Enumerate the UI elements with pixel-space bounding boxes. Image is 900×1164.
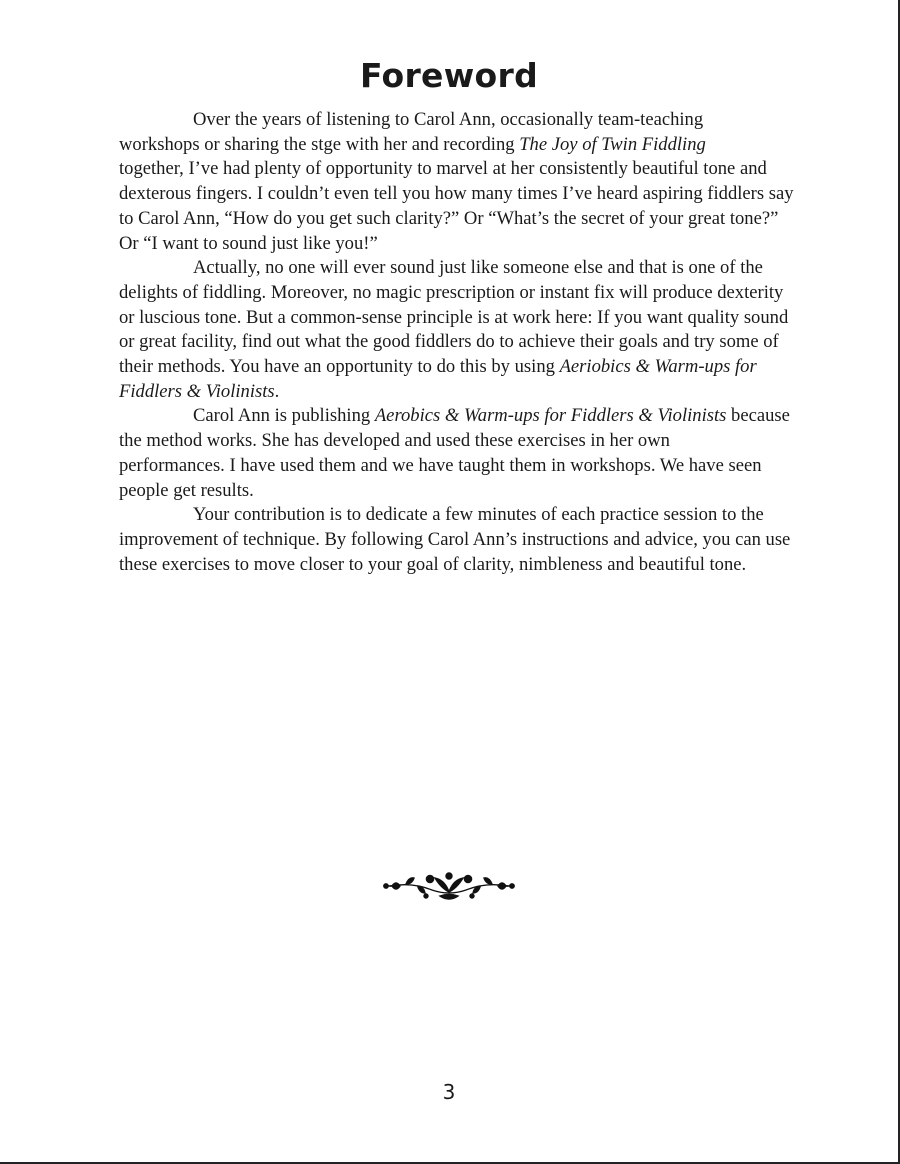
- paragraph-2: [119, 256, 799, 404]
- paragraph-1-line-1: Over the years of listening to Carol Ann, occasionally team-teaching: [193, 109, 704, 130]
- page-number: 3: [442, 1080, 456, 1104]
- paragraph-3-title-italic: Aerobics & Warm-ups for Fiddlers & Violinists: [374, 405, 727, 427]
- paragraph-2-title-italic: Aeriobics & Warm-ups for Fiddlers & Violinists: [119, 356, 757, 402]
- paragraph-3-text-a: Carol Ann is publishing: [193, 405, 375, 427]
- page-title: Foreword: [360, 56, 538, 95]
- paragraph-1-title-italic: The Joy of Twin Fiddling: [519, 133, 706, 155]
- paragraph-2-text-b: .: [274, 380, 280, 402]
- foreword-body: [119, 108, 799, 577]
- paragraph-2-text-a: Actually, no one will ever sound just like someone else and that is one of the delights of fiddling. Moreover, no magic prescription or instant fix will produce dexterity or luscious tone. But a common-sense principle is at work here: If you want quality sound or great facility, find out what the good fiddlers do to achieve their goals and try some of their methods. You have an opportunity to do this by using: [119, 257, 789, 378]
- paragraph-3: [119, 404, 799, 503]
- floral-vignette-icon: [382, 868, 516, 904]
- paragraph-4: [119, 503, 799, 577]
- paragraph-3-text-b: because the method works. She has developed and used these exercises in her own: [119, 405, 790, 452]
- paragraph-3-line-2: performances. I have used them and we have taught them in workshops. We have seen people get results.: [119, 454, 762, 501]
- paragraph-4-text: Your contribution is to dedicate a few minutes of each practice session to the improvement of technique. By following Carol Ann’s instructions and advice, you can use these exercises to move closer to your goal of clarity, nimbleness and beautiful tone.: [119, 504, 791, 575]
- paragraph-1: [119, 108, 799, 256]
- paragraph-1-text-b: together, I’ve had plenty of opportunity to marvel at her consistently beautiful tone and dexterous fingers. I couldn’t even tell you how many times I’ve heard aspiring fiddlers say to Carol Ann, “How do you get such clarity?” Or “What’s the secret of your great tone?” Or “I want to sound just like you!”: [119, 158, 794, 254]
- paragraph-1-text-a: workshops or sharing the stge with her and recording: [119, 133, 520, 155]
